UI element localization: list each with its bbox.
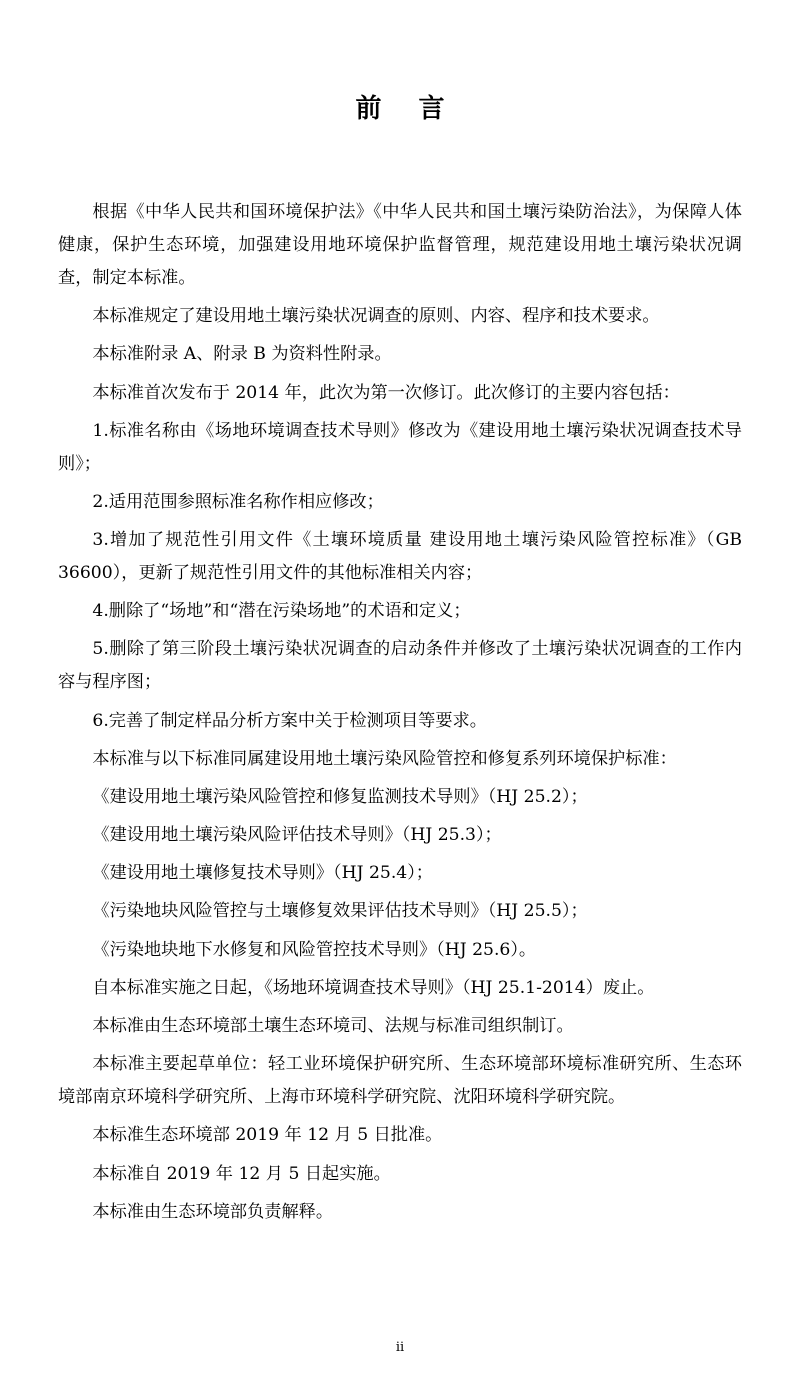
paragraph: 《建设用地土壤污染风险评估技术导则》（HJ 25.3）； xyxy=(92,825,502,846)
paragraph: 本标准规定了建设用地土壤污染状况调查的原则、内容、程序和技术要求。 xyxy=(92,306,660,327)
paragraph: 5.删除了第三阶段土壤污染状况调查的启动条件并修改了土壤污染状况调查的工作内容与程序图； xyxy=(58,639,742,693)
page-title: 前 言 xyxy=(355,94,459,124)
paragraph: 本标准附录 A、附录 B 为资料性附录。 xyxy=(92,344,392,365)
paragraph: 2.适用范围参照标准名称作相应修改； xyxy=(92,491,384,512)
paragraph: 4.删除了“场地”和“潜在污染场地”的术语和定义； xyxy=(92,601,471,622)
paragraph: 本标准主要起草单位：轻工业环境保护研究所、生态环境部环境标准研究所、生态环境部南京环境科学研究所、上海市环境科学研究院、沈阳环境科学研究院。 xyxy=(58,1054,742,1108)
paragraph: 本标准与以下标准同属建设用地土壤污染风险管控和修复系列环境保护标准： xyxy=(92,748,677,769)
paragraph: 《建设用地土壤修复技术导则》（HJ 25.4）； xyxy=(92,863,433,884)
paragraph: 3.增加了规范性引用文件《土壤环境质量 建设用地土壤污染风险管控标准》（GB 36600），更新了规范性引用文件的其他标准相关内容； xyxy=(58,530,742,584)
paragraph: 本标准由生态环境部负责解释。 xyxy=(92,1201,334,1222)
paragraph: 6.完善了制定样品分析方案中关于检测项目等要求。 xyxy=(92,710,487,731)
paragraph: 本标准首次发布于 2014 年，此次为第一次修订。此次修订的主要内容包括： xyxy=(92,382,680,403)
paragraph: 1.标准名称由《场地环境调查技术导则》修改为《建设用地土壤污染状况调查技术导则》； xyxy=(58,420,742,474)
paragraph: 自本标准实施之日起，《场地环境调查技术导则》（HJ 25.1-2014）废止。 xyxy=(92,977,655,998)
paragraph: 《污染地块地下水修复和风险管控技术导则》（HJ 25.6）。 xyxy=(92,939,537,960)
paragraph: 《建设用地土壤污染风险管控和修复监测技术导则》（HJ 25.2）； xyxy=(92,786,588,807)
page-number: ii xyxy=(395,1340,405,1355)
paragraph: 本标准自 2019 年 12 月 5 日起实施。 xyxy=(92,1163,391,1184)
paragraph: 根据《中华人民共和国环境保护法》《中华人民共和国土壤污染防治法》，为保障人体健康，保护生态环境，加强建设用地环境保护监督管理，规范建设用地土壤污染状况调查，制定本标准。 xyxy=(58,202,742,289)
document-body xyxy=(58,196,742,1234)
paragraph: 本标准生态环境部 2019 年 12 月 5 日批准。 xyxy=(92,1125,443,1146)
paragraph: 《污染地块风险管控与土壤修复效果评估技术导则》（HJ 25.5）； xyxy=(92,901,588,922)
paragraph: 本标准由生态环境部土壤生态环境司、法规与标准司组织制订。 xyxy=(92,1016,574,1036)
